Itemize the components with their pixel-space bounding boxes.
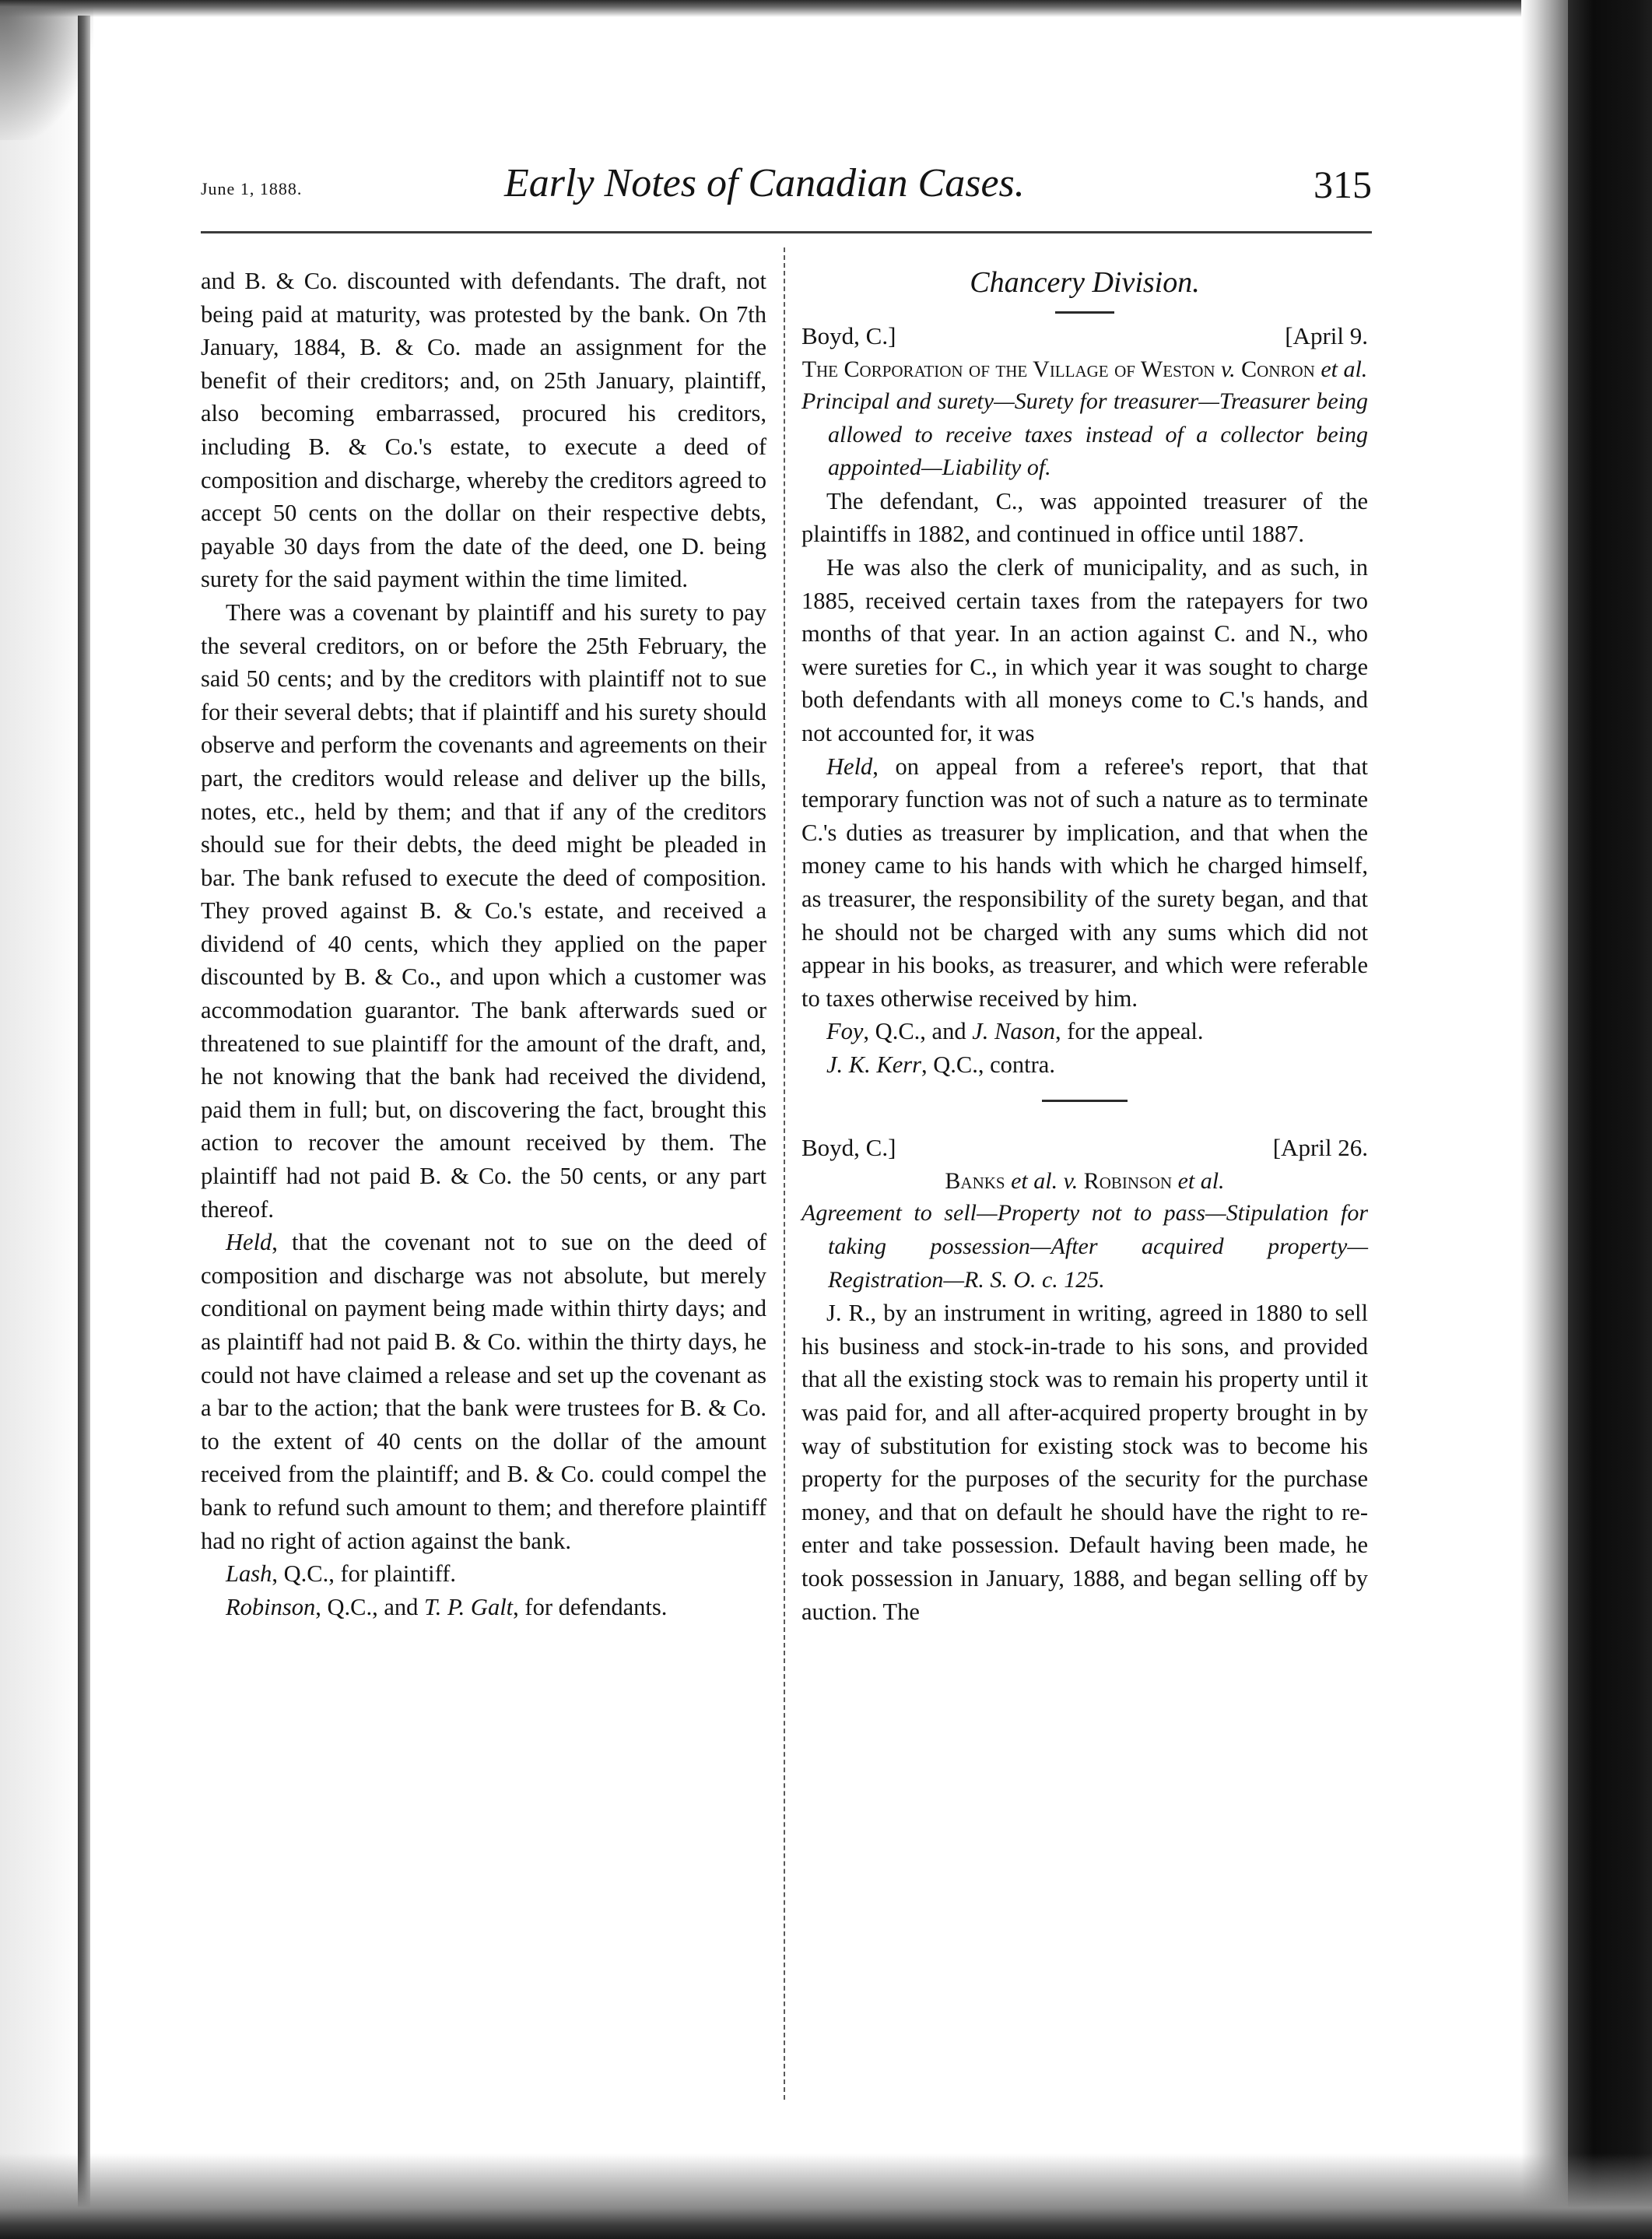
paragraph: There was a covenant by plaintiff and his surety to pay the several creditors, on or before the 25th February, the said 50 cents; and by the creditors with plaintiff not to sue for their several debts; that if plaintiff and his surety should observe and perform the covenants and agreements on their part, the creditors would release and deliver up the bills, notes, etc., held by them; and that if any of the creditors should sue for their debts, the deed might be pleaded in bar. The bank refused to execute the deed of composition. They proved against B. & Co.'s estate, and received a dividend of 40 cents, which they applied on the paper discounted by B. & Co., and upon which a customer was accommodation guarantor. The bank afterwards sued or threatened to sue plaintiff for the amount of the draft, and, he not knowing that the bank had received the dividend, paid them in full; but, on discovering the fact, brought this action to recover the amount received by them. The plaintiff had not paid B. & Co. the 50 cents, or any part thereof. xyxy=(201,598,766,1223)
held-word: Held xyxy=(226,1229,272,1256)
header-rule xyxy=(201,231,1372,233)
headnote: Agreement to sell—Property not to pass—Stipulation for taking possession—After acquired property—Registration—R. S. O. c. 125. xyxy=(801,1200,1368,1293)
counsel-name: Lash xyxy=(226,1560,272,1588)
judge: Boyd, C.] xyxy=(801,1134,896,1162)
case-title-etal: et al. xyxy=(1177,1168,1225,1195)
counsel-text: , for the appeal. xyxy=(1054,1018,1204,1045)
scan-bottom-edge xyxy=(0,2153,1652,2239)
held-text: , on appeal from a referee's report, that that temporary function was not of such a nature as to terminate C.'s duties as treasurer by implication, and that when the money came to his hands with which he charged himself, as treasurer, the responsibility of the surety began, and that he should not be charged with any sums which did not appear in his books, as treasurer, and which were referable to taxes otherwise received by him. xyxy=(801,753,1368,1012)
scan-top-edge xyxy=(0,0,1652,17)
case-title-etal: et al. xyxy=(1011,1168,1058,1195)
case-title-part: The Corporation of the Village of Weston xyxy=(801,356,1222,382)
headnote: Principal and surety—Surety for treasurer—Treasurer being allowed to receive taxes instead of a collector being appointed—Liability of. xyxy=(801,388,1368,481)
section-rule xyxy=(1055,311,1114,314)
scan-left-margin xyxy=(0,0,84,2239)
case-title xyxy=(801,354,1368,385)
counsel-name: Robinson xyxy=(226,1593,316,1620)
counsel-name: J. Nason xyxy=(972,1018,1055,1045)
column-divider xyxy=(784,247,785,2100)
scan-left-edge xyxy=(78,16,90,2239)
header-date: June 1, 1888. xyxy=(201,179,303,198)
decision-date: [April 26. xyxy=(1272,1134,1368,1162)
counsel-text: , Q.C., and xyxy=(863,1018,973,1045)
counsel-text: , Q.C., for plaintiff. xyxy=(272,1560,456,1588)
held-paragraph xyxy=(201,1226,766,1557)
counsel-name: J. K. Kerr xyxy=(826,1051,921,1078)
case-court-line xyxy=(801,1130,1368,1166)
header-title: Early Notes of Canadian Cases. xyxy=(504,161,1025,205)
right-column xyxy=(801,265,1368,1628)
counsel-text: , Q.C., and xyxy=(315,1593,425,1620)
page-header xyxy=(201,156,1372,226)
paragraph: J. R., by an instrument in writing, agreed in 1880 to sell his business and stock-in-trade to his sons, and provided that all the existing stock was to remain his property until it was paid for, and all after-acquired property brought in by way of substitution for existing stock was to become his property for the purposes of the security for the purchase money, and that on default he should have the right to re-enter and take possession. Default having been made, he took possession in January, 1888, and began selling off by auction. The xyxy=(801,1300,1368,1625)
case-title-v: v. xyxy=(1057,1168,1084,1195)
counsel-line xyxy=(801,1015,1368,1048)
paragraph: He was also the clerk of municipality, and as such, in 1885, received certain taxes from the ratepayers for two months of that year. In an action against C. and N., who were sureties for C., in which year it was sought to charge both defendants with all moneys come to C.'s hands, and not accounted for, it was xyxy=(801,553,1368,746)
case-separator xyxy=(1042,1100,1128,1102)
scan-right-spine xyxy=(1521,0,1568,2239)
paragraph: The defendant, C., was appointed treasurer of the plaintiffs in 1882, and continued in office until 1887. xyxy=(801,487,1368,548)
counsel-name: Foy xyxy=(826,1018,864,1045)
held-text: , that the covenant not to sue on the deed of composition and discharge was not absolute, but merely conditional on payment being made within thirty days; and as plaintiff had not paid B. & Co. within the thirty days, he could not have claimed a release and set up the covenant as a bar to the action; that the bank were trustees for B. & Co. to the extent of 40 cents on the dollar of the amount received from the plaintiff; and B. & Co. could compel the bank to refund such amount to them; and therefore plaintiff had no right of action against the bank. xyxy=(201,1229,766,1554)
case-court-line xyxy=(801,318,1368,354)
case-title-etal: et al. xyxy=(1321,356,1368,382)
case-title-part: Banks xyxy=(945,1168,1012,1195)
held-word: Held xyxy=(826,753,873,780)
case-title-part: Conron xyxy=(1235,356,1321,382)
counsel-text: , for defendants. xyxy=(513,1593,668,1620)
paragraph: and B. & Co. discounted with defendants. The draft, not being paid at maturity, was protested by the bank. On 7th January, 1884, B. & Co. made an assignment for the benefit of their creditors; and, on 25th January, plaintiff, also becoming embarrassed, procured his creditors, including B. & Co.'s estate, to execute a deed of composition and discharge, whereby the creditors agreed to accept 50 cents on the dollar on their respective debts, payable 30 days from the date of the deed, one D. being surety for the said payment within the time limited. xyxy=(201,268,766,593)
left-column xyxy=(201,265,766,1623)
page-number: 315 xyxy=(1314,163,1372,206)
decision-date: [April 9. xyxy=(1285,322,1368,349)
counsel-name: T. P. Galt xyxy=(424,1593,514,1620)
held-paragraph xyxy=(801,750,1368,1016)
counsel-line xyxy=(801,1048,1368,1082)
counsel-text: , Q.C., contra. xyxy=(921,1051,1055,1078)
section-title: Chancery Division. xyxy=(970,266,1200,299)
case-title xyxy=(801,1166,1368,1197)
case-title-v: v. xyxy=(1221,356,1236,382)
case-title-part: Robinson xyxy=(1083,1168,1178,1195)
counsel-line xyxy=(201,1591,766,1624)
judge: Boyd, C.] xyxy=(801,322,896,349)
scan-right-edge xyxy=(1568,0,1652,2239)
counsel-line xyxy=(201,1557,766,1591)
